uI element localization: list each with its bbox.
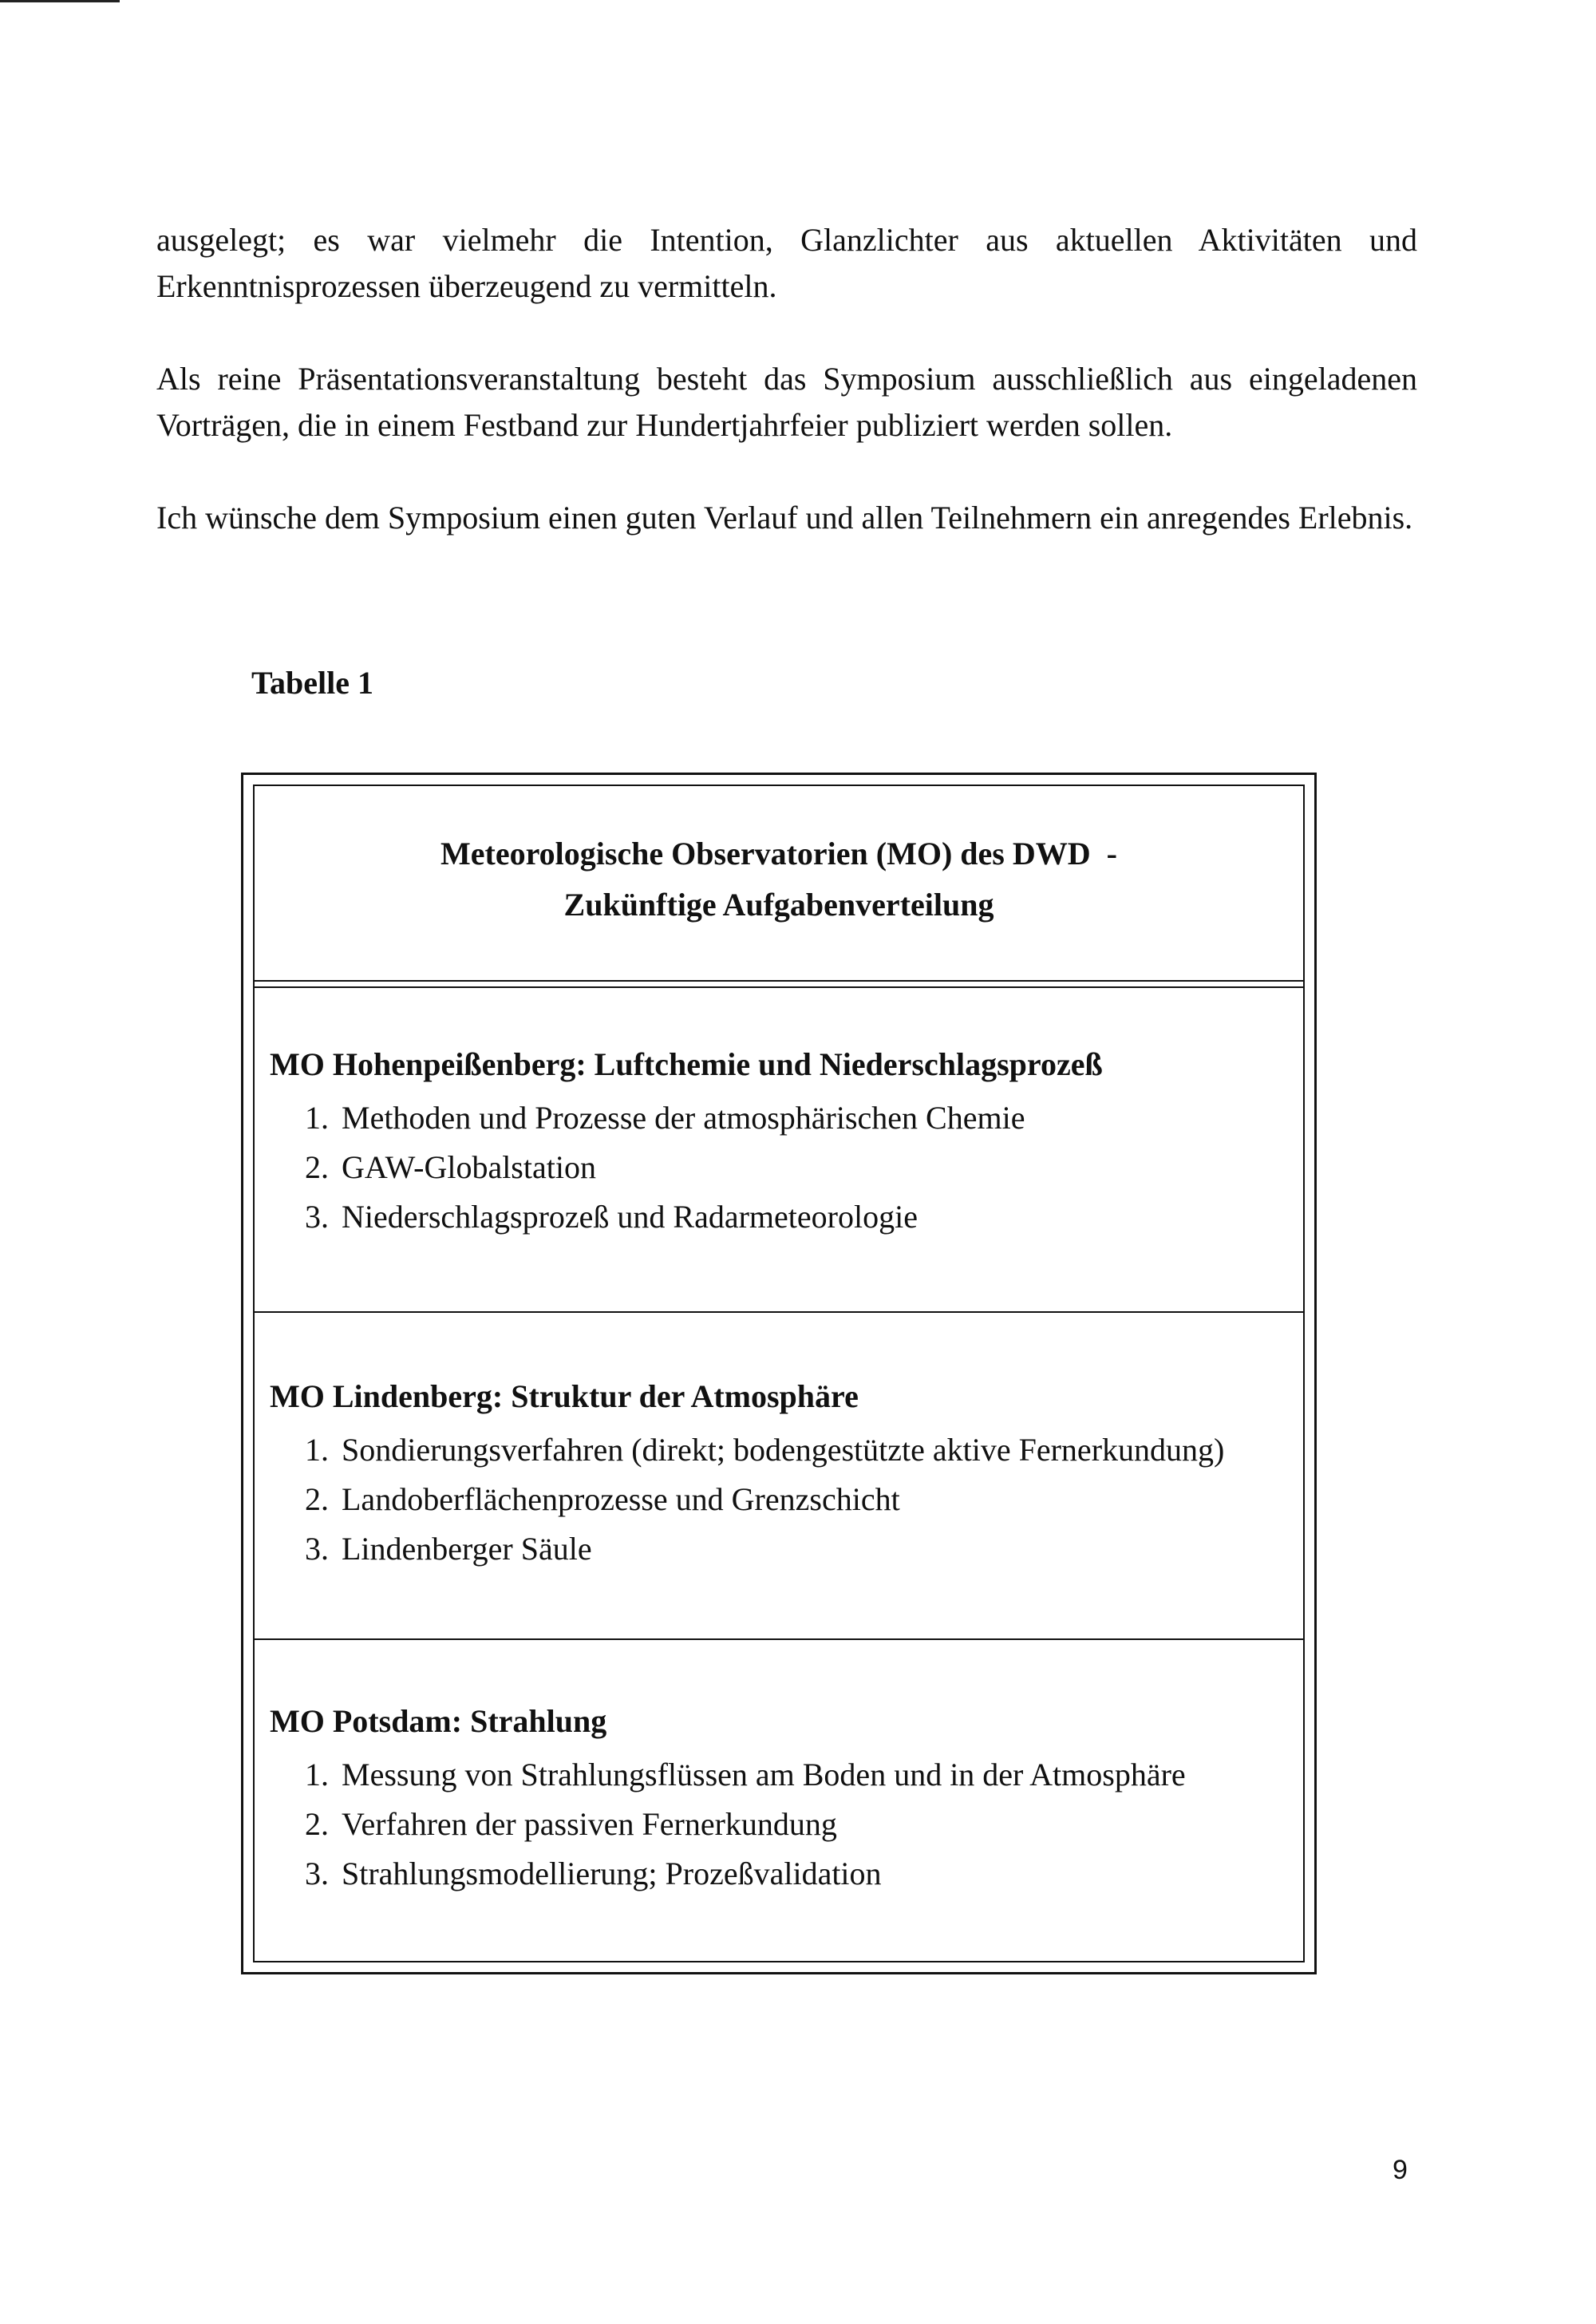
- item-number: 1.: [305, 1432, 329, 1468]
- item-number: 2.: [305, 1806, 329, 1842]
- list-item: [305, 1800, 1299, 1849]
- paragraph-intention: ausgelegt; es war vielmehr die Intention, Glanzlichter aus aktuellen Aktivitäten und Erkenntnisprozessen überzeugend zu vermitteln.: [156, 222, 1417, 304]
- table-section-divider: [253, 1311, 1305, 1313]
- item-number: 3.: [305, 1199, 329, 1235]
- item-text: Niederschlagsprozeß und Radarmeteorologie: [342, 1199, 918, 1235]
- list-item: [305, 1143, 1299, 1192]
- item-text: Messung von Strahlungsflüssen am Boden und in der Atmosphäre: [342, 1757, 1186, 1792]
- item-number: 2.: [305, 1481, 329, 1517]
- list-item: [305, 1093, 1299, 1143]
- item-text: Sondierungsverfahren (direkt; bodengestützte aktive Fernerkundung): [342, 1432, 1225, 1468]
- list-item: [305, 1750, 1299, 1800]
- item-text: Methoden und Prozesse der atmosphärischen Chemie: [342, 1100, 1025, 1136]
- item-text: Verfahren der passiven Fernerkundung: [342, 1806, 837, 1842]
- list-item: [305, 1524, 1299, 1574]
- table-title-line2: Zukünftige Aufgabenverteilung: [563, 887, 994, 923]
- section-list: [270, 1425, 1299, 1574]
- table-section-potsdam: [270, 1698, 1299, 1899]
- list-item: [305, 1849, 1299, 1899]
- table-title-line1: Meteorologische Observatorien (MO) des DWD -: [440, 836, 1117, 872]
- section-heading: MO Lindenberg: Struktur der Atmosphäre: [270, 1378, 859, 1414]
- item-text: Lindenberger Säule: [342, 1531, 592, 1567]
- table-header-divider: [253, 980, 1305, 982]
- item-text: GAW-Globalstation: [342, 1149, 596, 1185]
- scan-edge-mark: [0, 0, 120, 2]
- item-number: 1.: [305, 1100, 329, 1136]
- item-number: 3.: [305, 1856, 329, 1891]
- list-item: [305, 1475, 1299, 1524]
- item-number: 2.: [305, 1149, 329, 1185]
- list-item: [305, 1425, 1299, 1475]
- item-text: Strahlungsmodellierung; Prozeßvalidation: [342, 1856, 882, 1891]
- section-heading: MO Potsdam: Strahlung: [270, 1703, 607, 1739]
- item-text: Landoberflächenprozesse und Grenzschicht: [342, 1481, 900, 1517]
- paragraph-presentation: Als reine Präsentationsveranstaltung besteht das Symposium ausschließlich aus eingeladenen Vorträgen, die in einem Festband zur Hundertjahrfeier publiziert werden sollen.: [156, 361, 1417, 443]
- table-title: [253, 828, 1305, 931]
- table-section-divider: [253, 1638, 1305, 1640]
- table-section-hohenpeissenberg: [270, 1041, 1299, 1242]
- list-item: [305, 1192, 1299, 1242]
- section-heading: MO Hohenpeißenberg: Luftchemie und Niederschlagsprozeß: [270, 1046, 1103, 1082]
- section-list: [270, 1093, 1299, 1242]
- item-number: 1.: [305, 1757, 329, 1792]
- section-list: [270, 1750, 1299, 1899]
- paragraph-wishes: Ich wünsche dem Symposium einen guten Verlauf und allen Teilnehmern ein anregendes Erlebnis.: [156, 500, 1413, 536]
- table-section-lindenberg: [270, 1373, 1299, 1574]
- table-caption: Tabelle 1: [251, 665, 373, 701]
- item-number: 3.: [305, 1531, 329, 1567]
- table-header-divider-double: [253, 986, 1305, 988]
- page-number: 9: [1393, 2155, 1408, 2185]
